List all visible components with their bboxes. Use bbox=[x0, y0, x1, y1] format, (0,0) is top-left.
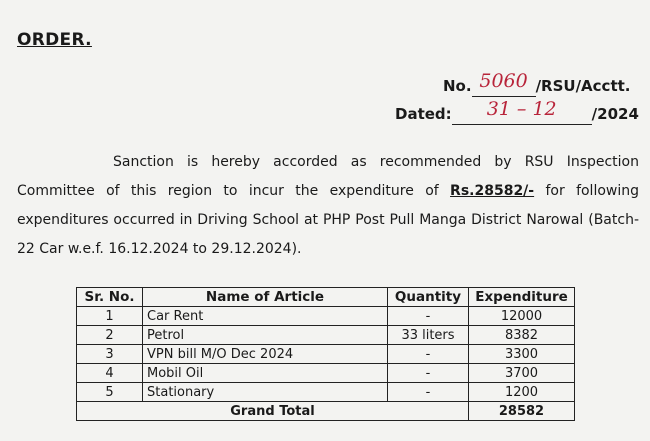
cell-article: Car Rent bbox=[143, 307, 388, 326]
paragraph-text-end: for following expenditures occurred in Driving School at PHP Post Pull Manga District Narowal (Batch-22 Car w.e.f. 16.12.2024 to 29.12.2024). bbox=[17, 183, 640, 257]
expenditure-table bbox=[76, 287, 575, 421]
reference-date-label: Dated: bbox=[395, 105, 452, 123]
cell-sr-no: 2 bbox=[77, 326, 143, 345]
table-row bbox=[77, 364, 575, 383]
reference-date-line bbox=[395, 98, 639, 125]
document-heading: ORDER. bbox=[17, 30, 92, 50]
cell-article: Mobil Oil bbox=[143, 364, 388, 383]
cell-expenditure: 3300 bbox=[469, 345, 575, 364]
sanctioned-amount: Rs.28582/- bbox=[450, 183, 535, 199]
reference-number-blank bbox=[472, 70, 536, 97]
cell-quantity: - bbox=[388, 383, 469, 402]
table-row bbox=[77, 383, 575, 402]
reference-number-line bbox=[443, 70, 631, 97]
cell-sr-no: 4 bbox=[77, 364, 143, 383]
cell-article: Petrol bbox=[143, 326, 388, 345]
cell-expenditure: 8382 bbox=[469, 326, 575, 345]
reference-number-handwritten: 5060 bbox=[479, 70, 528, 92]
table-row bbox=[77, 345, 575, 364]
grand-total-label: Grand Total bbox=[77, 402, 469, 421]
reference-date-blank bbox=[452, 98, 592, 125]
reference-date-handwritten: 31 – 12 bbox=[486, 98, 557, 120]
grand-total-row bbox=[77, 402, 575, 421]
grand-total-value: 28582 bbox=[469, 402, 575, 421]
table-header-row bbox=[77, 288, 575, 307]
cell-sr-no: 5 bbox=[77, 383, 143, 402]
cell-article: Stationary bbox=[143, 383, 388, 402]
reference-number-suffix: /RSU/Acctt. bbox=[535, 77, 631, 95]
cell-expenditure: 12000 bbox=[469, 307, 575, 326]
reference-number-label: No. bbox=[443, 77, 472, 95]
sanction-paragraph bbox=[17, 148, 639, 264]
cell-expenditure: 3700 bbox=[469, 364, 575, 383]
cell-expenditure: 1200 bbox=[469, 383, 575, 402]
cell-quantity: - bbox=[388, 307, 469, 326]
header-expenditure: Expenditure bbox=[469, 288, 575, 307]
table-row bbox=[77, 307, 575, 326]
cell-article: VPN bill M/O Dec 2024 bbox=[143, 345, 388, 364]
reference-date-suffix: /2024 bbox=[591, 105, 639, 123]
table-row bbox=[77, 326, 575, 345]
cell-quantity: 33 liters bbox=[388, 326, 469, 345]
header-quantity: Quantity bbox=[388, 288, 469, 307]
paragraph-text-start: Sanction is hereby accorded as recommended by RSU Inspection Committee of this region to incur the expenditure of bbox=[17, 154, 639, 199]
cell-quantity: - bbox=[388, 345, 469, 364]
cell-sr-no: 3 bbox=[77, 345, 143, 364]
header-sr-no: Sr. No. bbox=[77, 288, 143, 307]
header-name-of-article: Name of Article bbox=[143, 288, 388, 307]
cell-quantity: - bbox=[388, 364, 469, 383]
cell-sr-no: 1 bbox=[77, 307, 143, 326]
